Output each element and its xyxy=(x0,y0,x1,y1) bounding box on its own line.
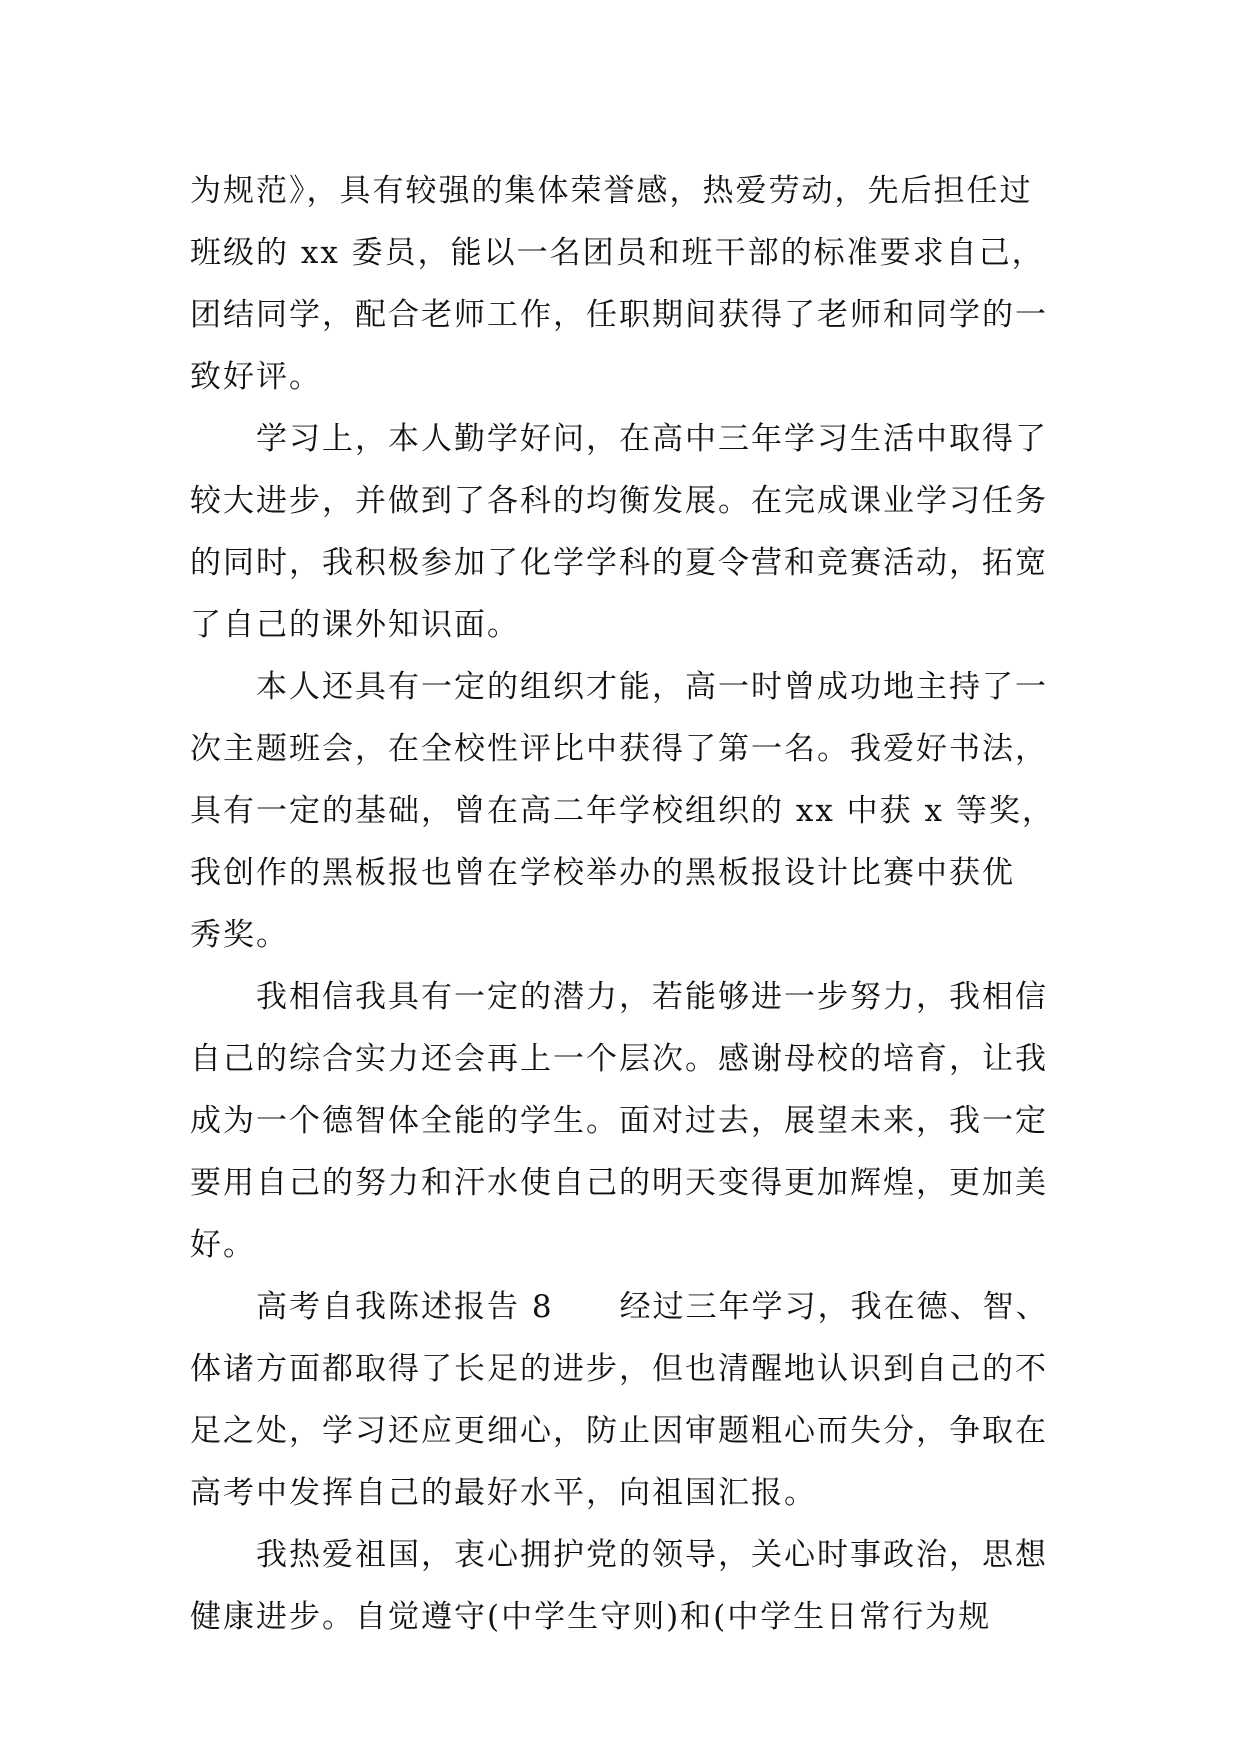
text-line: 足之处，学习还应更细心，防止因审题粗心而失分，争取在 xyxy=(190,1413,1048,1449)
paragraph-first-line: 我热爱祖国，衷心拥护党的领导，关心时事政治，思想 xyxy=(256,1537,1048,1573)
text-line: 具有一定的基础，曾在高二年学校组织的 xx 中获 x 等奖， xyxy=(190,793,1055,829)
text-line: 成为一个德智体全能的学生。面对过去，展望未来，我一定 xyxy=(190,1103,1048,1139)
text-line: 体诸方面都取得了长足的进步，但也清醒地认识到自己的不 xyxy=(190,1351,1048,1387)
text-line: 了自己的课外知识面。 xyxy=(190,607,520,643)
text-line: 团结同学，配合老师工作，任职期间获得了老师和同学的一 xyxy=(190,297,1048,333)
text-line: 为规范》，具有较强的集体荣誉感，热爱劳动，先后担任过 xyxy=(190,173,1033,209)
document-body-text xyxy=(190,160,1055,1648)
text-line: 高考中发挥自己的最好水平，向祖国汇报。 xyxy=(190,1475,817,1511)
paragraph-first-line: 本人还具有一定的组织才能，高一时曾成功地主持了一 xyxy=(256,669,1048,705)
text-line: 自己的综合实力还会再上一个层次。感谢母校的培育，让我 xyxy=(190,1041,1048,1077)
paragraph-first-line: 学习上，本人勤学好问，在高中三年学习生活中取得了 xyxy=(256,421,1048,457)
text-line: 致好评。 xyxy=(190,359,322,395)
text-line: 的同时，我积极参加了化学学科的夏令营和竞赛活动，拓宽 xyxy=(190,545,1048,581)
paragraph-first-line: 我相信我具有一定的潜力，若能够进一步努力，我相信 xyxy=(256,979,1048,1015)
text-line: 好。 xyxy=(190,1227,256,1263)
text-line: 班级的 xx 委员，能以一名团员和班干部的标准要求自己， xyxy=(190,235,1045,271)
text-line: 健康进步。自觉遵守(中学生守则)和(中学生日常行为规 xyxy=(190,1599,992,1635)
text-line: 次主题班会，在全校性评比中获得了第一名。我爱好书法， xyxy=(190,731,1048,767)
section-heading-line: 高考自我陈述报告 8 经过三年学习，我在德、智、 xyxy=(256,1289,1049,1325)
text-line: 秀奖。 xyxy=(190,917,289,953)
text-line: 我创作的黑板报也曾在学校举办的黑板报设计比赛中获优 xyxy=(190,855,1015,891)
text-line: 要用自己的努力和汗水使自己的明天变得更加辉煌，更加美 xyxy=(190,1165,1048,1201)
text-line: 较大进步，并做到了各科的均衡发展。在完成课业学习任务 xyxy=(190,483,1048,519)
